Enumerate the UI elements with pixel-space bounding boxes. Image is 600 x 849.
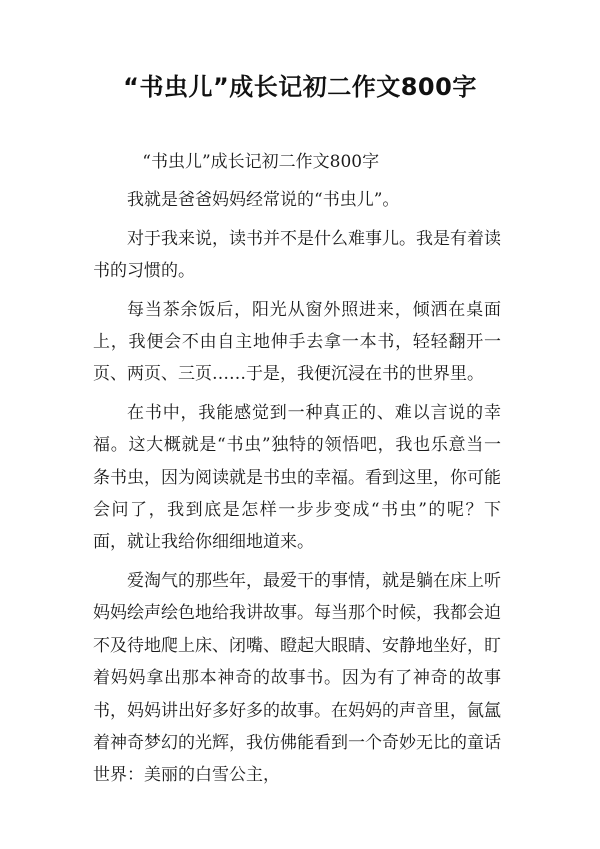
document-body [93,146,501,798]
paragraph: 爱淘气的那些年，最爱干的事情，就是躺在床上听妈妈绘声绘色地给我讲故事。每当那个时候，我都会迫不及待地爬上床、闭嘴、瞪起大眼睛、安静地坐好，盯着妈妈拿出那本神奇的故事书。因为有了神奇的故事书，妈妈讲出好多好多的故事。在妈妈的声音里，氤氲着神奇梦幻的光辉，我仿佛能看到一个奇妙无比的童话世界：美丽的白雪公主， [93,570,501,786]
paragraph: 我就是爸爸妈妈经常说的“书虫儿”。 [127,190,400,211]
paragraph: 每当茶余饭后，阳光从窗外照进来，倾洒在桌面上，我便会不由自主地伸手去拿一本书，轻轻翻开一页、两页、三页……于是，我便沉浸在书的世界里。 [93,299,501,385]
paragraph: 在书中，我能感觉到一种真正的、难以言说的幸福。这大概就是“书虫”独特的领悟吧，我也乐意当一条书虫，因为阅读就是书虫的幸福。看到这里，你可能会问了，我到底是怎样一步步变成“书虫”的呢？下面，就让我给你细细地道来。 [93,402,501,553]
paragraph-subtitle: “书虫儿”成长记初二作文800字 [142,152,380,172]
document-title: “书虫儿”成长记初二作文800字 [123,73,477,101]
paragraph: 对于我来说，读书并不是什么难事儿。我是有着读书的习惯的。 [93,228,501,282]
